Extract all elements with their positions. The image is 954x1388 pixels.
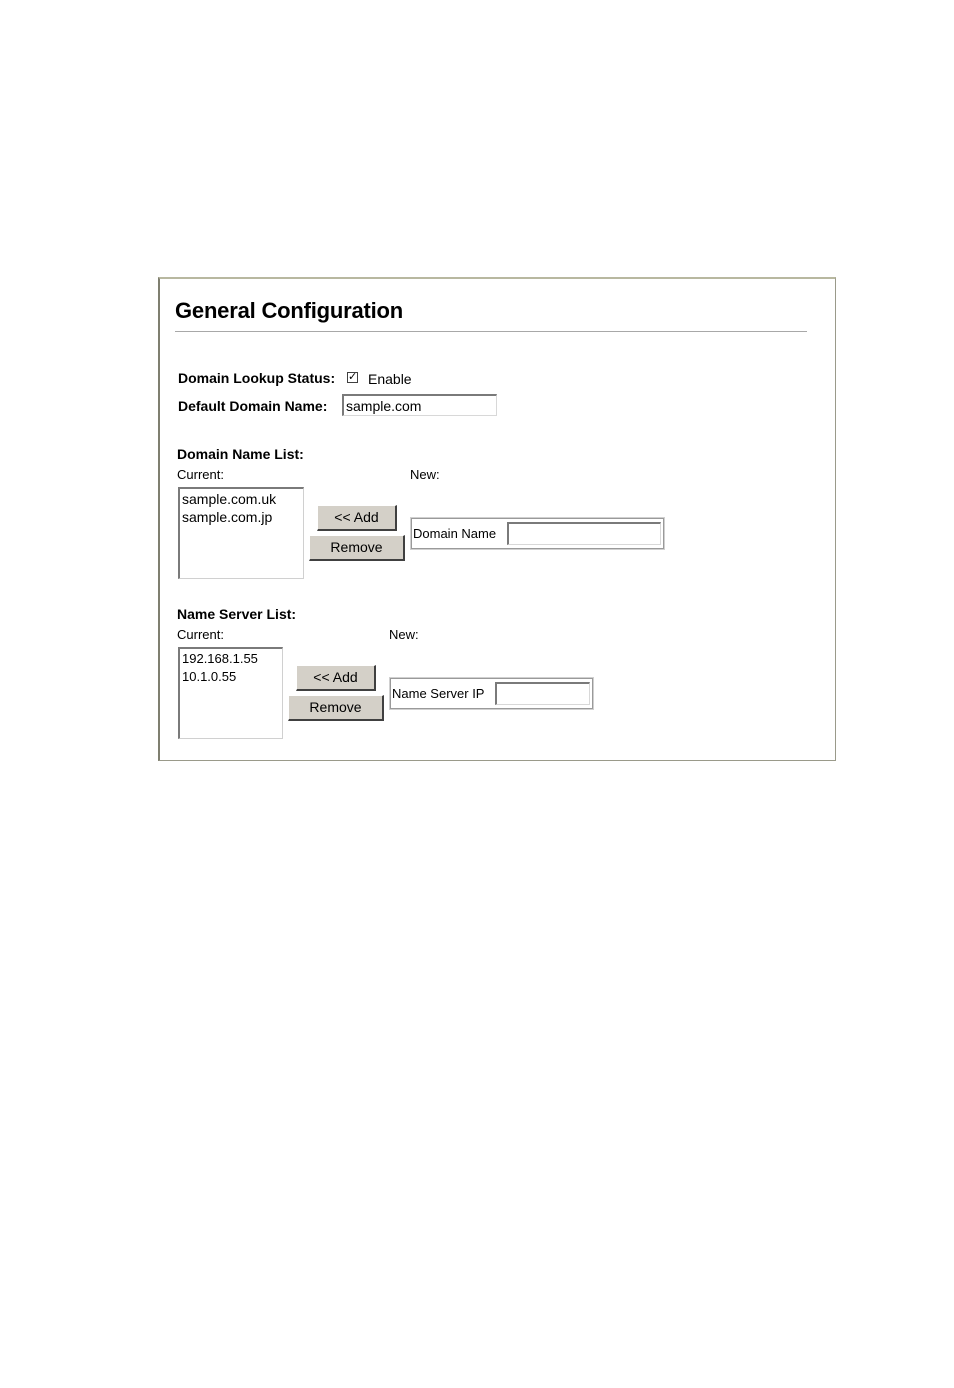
server-remove-button[interactable]: Remove <box>288 695 384 721</box>
domain-name-field-label: Domain Name <box>413 526 497 541</box>
name-server-ip-field-label: Name Server IP <box>392 686 485 701</box>
list-item[interactable]: sample.com.jp <box>182 509 273 525</box>
new-domain-box <box>411 518 664 549</box>
domain-new-label: New: <box>410 467 440 482</box>
domain-current-label: Current: <box>177 467 224 482</box>
domain-remove-button[interactable]: Remove <box>309 535 405 561</box>
check-mark-icon: ✓ <box>348 371 358 383</box>
domain-name-list-heading: Domain Name List: <box>177 446 304 462</box>
domain-lookup-enable-checkbox[interactable] <box>347 372 358 383</box>
list-item[interactable]: 10.1.0.55 <box>182 669 237 684</box>
general-configuration-panel <box>158 277 836 761</box>
default-domain-name-input[interactable] <box>342 394 497 416</box>
server-current-listbox[interactable] <box>178 647 283 739</box>
new-server-box <box>390 678 593 709</box>
server-add-button[interactable]: << Add <box>296 665 376 691</box>
domain-name-input[interactable] <box>507 522 661 545</box>
page-title: General Configuration <box>175 298 404 323</box>
enable-label: Enable <box>368 371 412 387</box>
default-domain-name-label: Default Domain Name: <box>178 398 328 414</box>
server-current-label: Current: <box>177 627 224 642</box>
domain-current-listbox[interactable] <box>178 487 304 579</box>
name-server-ip-input[interactable] <box>495 682 590 705</box>
name-server-list-heading: Name Server List: <box>177 606 297 622</box>
title-divider <box>175 331 807 333</box>
list-item[interactable]: sample.com.uk <box>182 491 277 507</box>
list-item[interactable]: 192.168.1.55 <box>182 651 258 666</box>
domain-add-button[interactable]: << Add <box>317 505 397 531</box>
domain-lookup-status-label: Domain Lookup Status: <box>178 370 336 386</box>
server-new-label: New: <box>389 627 419 642</box>
